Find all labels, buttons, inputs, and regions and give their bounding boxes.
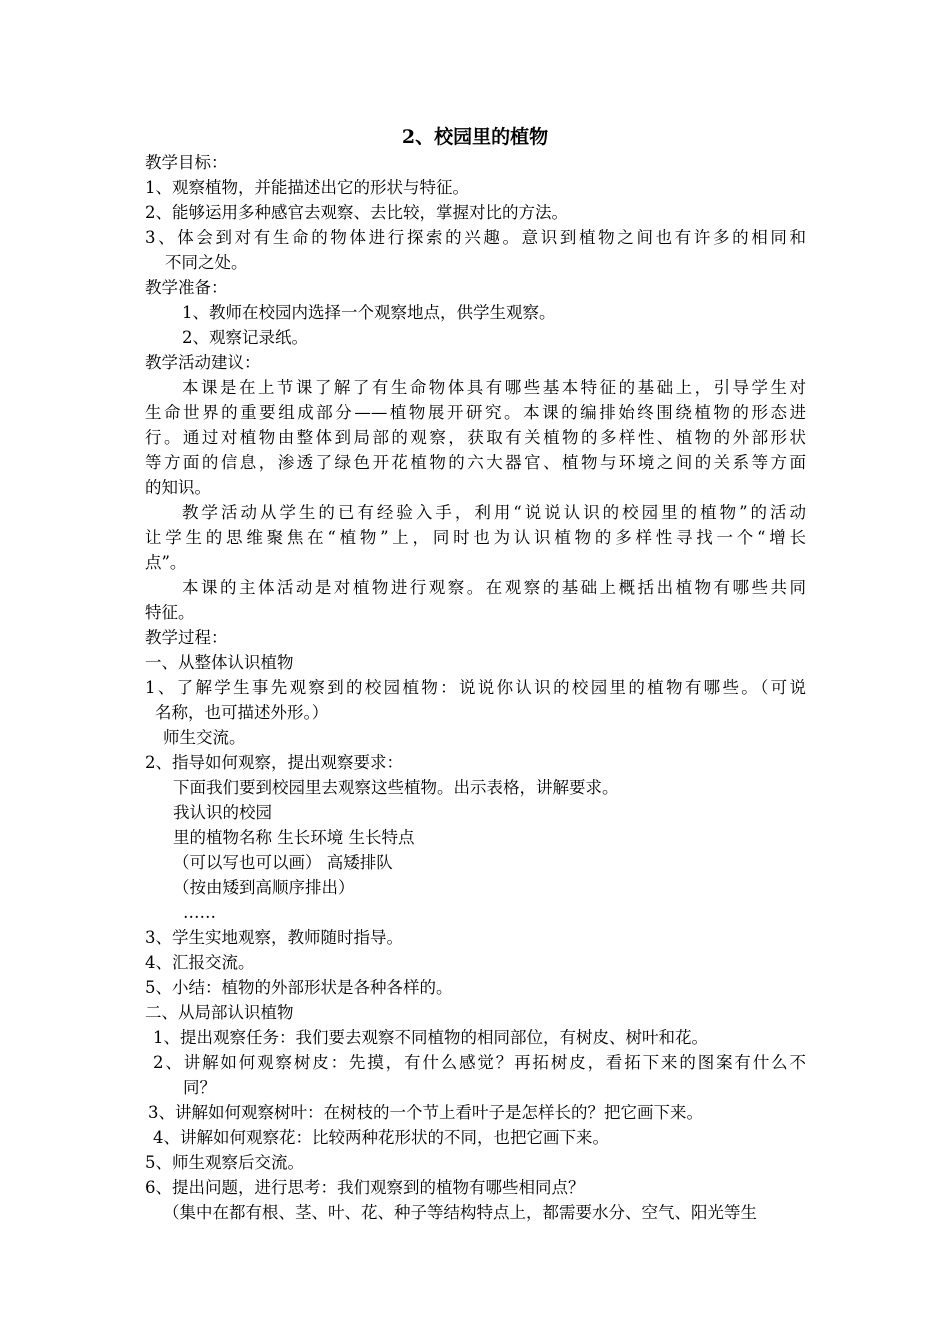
text-line: 教学活动建议： [145, 353, 261, 372]
text-line: 让学生的思维聚焦在“植物”上，同时也为认识植物的多样性寻找一个“增长 [145, 528, 806, 547]
text-line: 3、体会到对有生命的物体进行探索的兴趣。意识到植物之间也有许多的相同和 [145, 228, 806, 247]
text-line: 1、观察植物，并能描述出它的形状与特征。 [145, 178, 469, 197]
text-line: 不同之处。 [165, 253, 248, 272]
text-line: 点”。 [145, 553, 187, 572]
text-line: 教学过程： [145, 628, 228, 647]
text-line: 1、教师在校园内选择一个观察地点，供学生观察。 [182, 303, 556, 322]
text-line: 下面我们要到校园里去观察这些植物。出示表格，讲解要求。 [173, 778, 619, 797]
text-line: 4、汇报交流。 [145, 953, 255, 972]
text-line: 本课的主体活动是对植物进行观察。在观察的基础上概括出植物有哪些共同 [182, 578, 806, 597]
text-line: 师生交流。 [163, 728, 246, 747]
text-line: 5、小结：植物的外部形状是各种各样的。 [145, 978, 453, 997]
text-line: 4、讲解如何观察花：比较两种花形状的不同，也把它画下来。 [153, 1128, 609, 1147]
text-line: 2、能够运用多种感官去观察、去比较，掌握对比的方法。 [145, 203, 568, 222]
page-title: 2、校园里的植物 [401, 126, 549, 148]
text-line: 教学准备： [145, 278, 228, 297]
text-line: 的知识。 [145, 478, 211, 497]
text-line: 教学目标： [145, 153, 228, 172]
text-line: （按由矮到高顺序排出） [173, 878, 355, 897]
text-line: 我认识的校园 [173, 803, 272, 822]
text-line: 特征。 [145, 603, 195, 622]
text-line: 3、讲解如何观察树叶：在树枝的一个节上看叶子是怎样长的？把它画下来。 [148, 1103, 703, 1122]
text-line: 2、观察记录纸。 [182, 328, 308, 347]
text-line: 教学活动从学生的已有经验入手，利用“说说认识的校园里的植物”的活动 [182, 503, 806, 522]
text-line: 3、学生实地观察，教师随时指导。 [145, 928, 403, 947]
text-line: 生命世界的重要组成部分——植物展开研究。本课的编排始终围绕植物的形态进 [145, 403, 806, 422]
text-line: （可以写也可以画） 高矮排队 [173, 853, 393, 872]
text-line: 一、从整体认识植物 [145, 653, 294, 672]
text-line: 等方面的信息，渗透了绿色开花植物的六大器官、植物与环境之间的关系等方面 [145, 453, 806, 472]
text-line: 行。通过对植物由整体到局部的观察，获取有关植物的多样性、植物的外部形状 [145, 428, 806, 447]
text-line: …… [183, 903, 216, 922]
text-line: 2、指导如何观察，提出观察要求： [145, 753, 403, 772]
text-line: 名称，也可描述外形。） [155, 703, 329, 722]
text-line: 1、提出观察任务：我们要去观察不同植物的相同部位，有树皮、树叶和花。 [153, 1028, 708, 1047]
text-line: 2、讲解如何观察树皮：先摸，有什么感觉？再拓树皮，看拓下来的图案有什么不 [153, 1053, 806, 1072]
text-line: 1、了解学生事先观察到的校园植物：说说你认识的校园里的植物有哪些。（可说 [145, 678, 806, 697]
text-line: 本课是在上节课了解了有生命物体具有哪些基本特征的基础上，引导学生对 [182, 378, 806, 397]
text-line: 二、从局部认识植物 [145, 1003, 294, 1022]
text-line: 同？ [183, 1078, 216, 1097]
text-line: 6、提出问题，进行思考：我们观察到的植物有哪些相同点？ [145, 1178, 585, 1197]
text-line: 里的植物名称 生长环境 生长特点 [173, 828, 415, 847]
text-line: 5、师生观察后交流。 [145, 1153, 304, 1172]
text-line: （集中在都有根、茎、叶、花、种子等结构特点上，都需要水分、空气、阳光等生 [163, 1203, 757, 1222]
